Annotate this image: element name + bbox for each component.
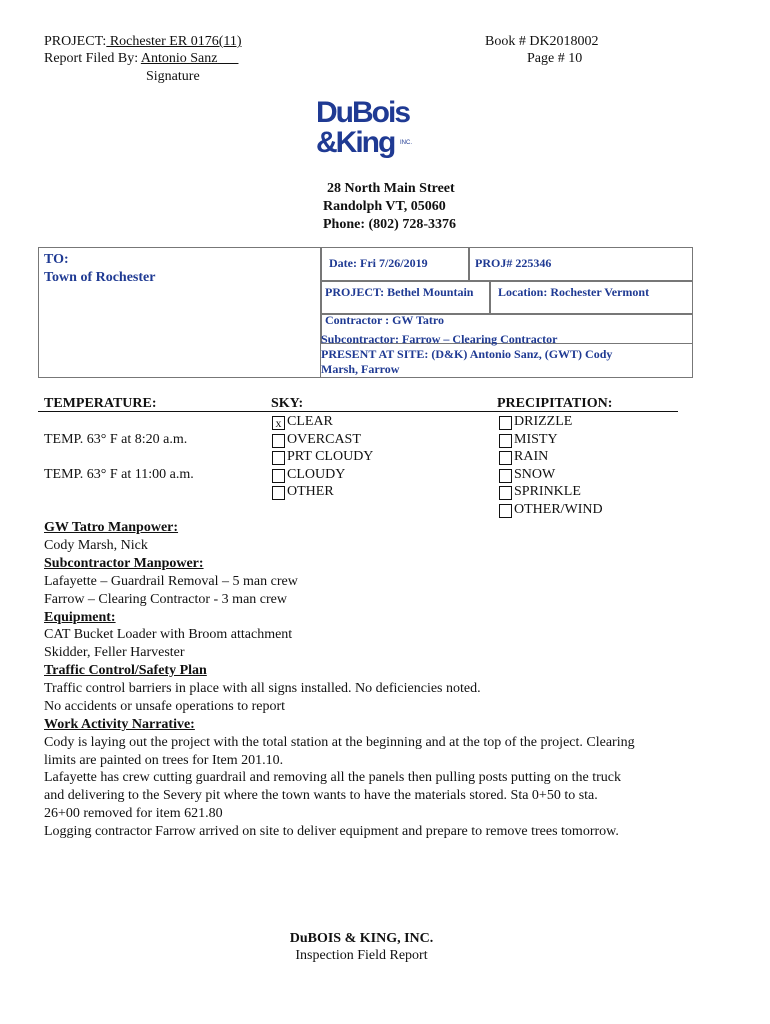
project-header	[44, 34, 242, 50]
filed-label: Report Filed By:	[44, 51, 139, 66]
checkbox[interactable]: x	[272, 416, 285, 430]
project-label: PROJECT:	[44, 34, 107, 49]
work-narrative-heading: Work Activity Narrative:	[44, 717, 195, 732]
project-name: PROJECT: Bethel Mountain	[325, 285, 474, 299]
present-at-site-line-2: Marsh, Farrow	[321, 362, 400, 376]
checkbox[interactable]	[499, 451, 512, 465]
project-value: Rochester ER 0176(11)	[106, 34, 242, 49]
to-cell	[38, 247, 321, 378]
precipitation-heading: PRECIPITATION:	[497, 396, 613, 411]
checkbox-label: PRT CLOUDY	[287, 449, 374, 465]
present-at-site-line-1: PRESENT AT SITE: (D&K) Antonio Sanz, (GWT) Cody	[321, 347, 613, 361]
filed-value: Antonio Sanz	[140, 51, 218, 66]
gw-manpower-heading: GW Tatro Manpower:	[44, 520, 179, 535]
to-value: Town of Rochester	[44, 270, 156, 285]
sub-manpower-heading: Subcontractor Manpower:	[44, 556, 204, 571]
traffic-line: Traffic control barriers in place with all signs installed. No deficiencies noted.	[44, 681, 481, 696]
logo-line-1: DuBois	[316, 96, 409, 129]
temperature-reading-1: TEMP. 63° F at 8:20 a.m.	[44, 432, 188, 447]
checkbox[interactable]	[272, 451, 285, 465]
location: Location: Rochester Vermont	[498, 285, 650, 299]
checkbox[interactable]	[499, 504, 512, 518]
work-narrative-line: Logging contractor Farrow arrived on site to deliver equipment and prepare to remove trees tomorrow.	[44, 824, 619, 839]
contractor: Contractor : GW Tatro	[325, 313, 444, 327]
to-label: TO:	[44, 252, 69, 267]
checkbox-label: SPRINKLE	[514, 484, 581, 500]
work-narrative-line: and delivering to the Severy pit where the town wants to have the materials stored. Sta 0+50 to sta.	[44, 788, 598, 803]
address-street: 28 North Main Street	[327, 181, 455, 196]
temperature-reading-2: TEMP. 63° F at 11:00 a.m.	[44, 467, 194, 482]
sub-manpower-line: Farrow – Clearing Contractor - 3 man crew	[44, 592, 287, 607]
checkbox[interactable]	[499, 416, 512, 430]
work-narrative-line: 26+00 removed for item 621.80	[44, 806, 223, 821]
traffic-heading: Traffic Control/Safety Plan	[44, 663, 207, 678]
checkbox-label: OTHER	[287, 484, 334, 500]
gw-manpower-text: Cody Marsh, Nick	[44, 538, 148, 553]
checkbox-label: SNOW	[514, 466, 556, 482]
subcontractor: Subcontractor: Farrow – Clearing Contractor	[321, 332, 558, 346]
work-narrative-line: limits are painted on trees for Item 201.10.	[44, 753, 284, 768]
sub-manpower-line: Lafayette – Guardrail Removal – 5 man crew	[44, 574, 298, 589]
report-date: Date: Fri 7/26/2019	[329, 256, 428, 270]
temperature-heading: TEMPERATURE:	[44, 396, 157, 411]
work-narrative-line: Cody is laying out the project with the total station at the beginning and at the top of the project. Clearing	[44, 735, 635, 750]
traffic-line: No accidents or unsafe operations to report	[44, 699, 286, 714]
checkbox[interactable]	[272, 469, 285, 483]
equipment-heading: Equipment:	[44, 610, 116, 625]
work-narrative-line: Lafayette has crew cutting guardrail and removing all the panels then pulling posts putting on the truck	[44, 770, 621, 785]
checkbox[interactable]	[499, 469, 512, 483]
equipment-line: Skidder, Feller Harvester	[44, 645, 185, 660]
equipment-line: CAT Bucket Loader with Broom attachment	[44, 627, 293, 642]
checkbox[interactable]	[499, 434, 512, 448]
checkbox-label: CLOUDY	[287, 466, 346, 482]
checkbox-label: DRIZZLE	[514, 414, 573, 429]
checkbox-label: MISTY	[514, 431, 558, 447]
signature-label: Signature	[146, 69, 200, 84]
checkbox-label: OVERCAST	[287, 431, 361, 447]
logo-inc: INC.	[400, 140, 412, 146]
report-filed-by	[44, 51, 238, 67]
footer-title: Inspection Field Report	[295, 948, 428, 963]
sky-heading: SKY:	[271, 396, 304, 411]
logo-line-2: &King	[316, 126, 395, 159]
checkbox-label: RAIN	[514, 449, 549, 465]
checkbox-label: CLEAR	[287, 414, 333, 429]
checkbox[interactable]	[272, 486, 285, 500]
checkbox-label: OTHER/WIND	[514, 502, 603, 517]
book-number: Book # DK2018002	[485, 34, 599, 49]
address-city: Randolph VT, 05060	[323, 199, 446, 214]
company-logo	[316, 96, 416, 166]
footer-company: DuBOIS & KING, INC.	[289, 931, 434, 946]
page-number: Page # 10	[527, 51, 583, 66]
proj-number: PROJ# 225346	[475, 256, 552, 270]
checkbox[interactable]	[499, 486, 512, 500]
checkbox[interactable]	[272, 434, 285, 448]
address-phone: Phone: (802) 728-3376	[323, 217, 456, 232]
